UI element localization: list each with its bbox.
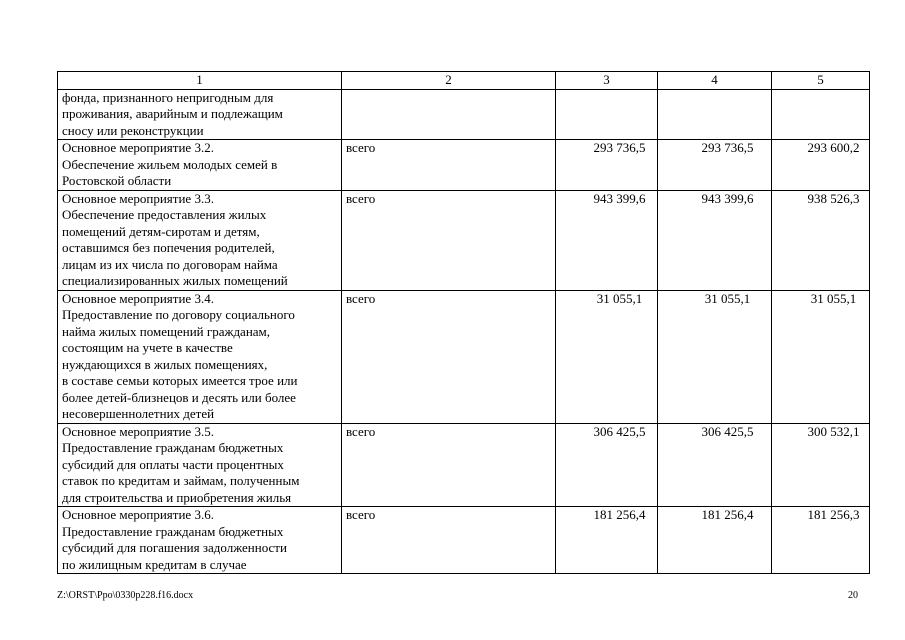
value-col4: 943 399,6 (701, 190, 754, 206)
funding-type: всего (342, 507, 556, 574)
funding-type: всего (342, 290, 556, 423)
value-col4: 306 425,5 (701, 423, 754, 439)
value-col5: 300 532,1 (807, 423, 860, 439)
column-header: 3 (556, 72, 658, 90)
value-col5: 938 526,3 (807, 190, 860, 206)
measure-description: Основное мероприятие 3.4. Предоставление по договору социального найма жилых помещений гражданам, состоящим на учете в качестве нуждающихся в жилых помещениях, в составе семьи которых имеется трое или более детей-близнецов и десять или более несовершеннолетних детей (58, 290, 342, 423)
column-header: 1 (58, 72, 342, 90)
funding-type: всего (342, 423, 556, 507)
value-col3: 943 399,6 (593, 190, 646, 206)
page-number: 20 (848, 590, 858, 601)
measure-description: фонда, признанного непригодным для проживания, аварийным и подлежащим сносу или реконструкции (58, 89, 342, 140)
table-row (58, 140, 870, 191)
table-row (58, 423, 870, 507)
value-col5: 181 256,3 (807, 507, 860, 522)
value-col3: 293 736,5 (593, 140, 646, 155)
value-col5: 293 600,2 (807, 140, 860, 155)
value-col4: 293 736,5 (701, 140, 754, 155)
measure-description: Основное мероприятие 3.2. Обеспечение жильем молодых семей в Ростовской области (58, 140, 342, 191)
measure-description: Основное мероприятие 3.5. Предоставление гражданам бюджетных субсидий для оплаты части процентных ставок по кредитам и займам, полученным для строительства и приобретения жилья (58, 423, 342, 507)
value-col4: 181 256,4 (701, 507, 754, 522)
funding-type (342, 89, 556, 140)
table-row (58, 290, 870, 423)
value-col4: 31 055,1 (704, 290, 751, 306)
measure-description: Основное мероприятие 3.3. Обеспечение предоставления жилых помещений детям-сиротам и детям, оставшимся без попечения родителей, лицам из их числа по договорам найма специализированных жилых помещений (58, 190, 342, 290)
table-header-row (58, 72, 870, 90)
table-row (58, 507, 870, 574)
column-header: 5 (772, 72, 870, 90)
column-header: 4 (658, 72, 772, 90)
value-col3: 306 425,5 (593, 423, 646, 439)
value-col3: 181 256,4 (593, 507, 646, 522)
funding-type: всего (342, 140, 556, 191)
value-col5: 31 055,1 (810, 290, 857, 306)
table-row (58, 190, 870, 290)
table-row (58, 89, 870, 140)
file-path-footer: Z:\ORST\Ppo\0330p228.f16.docx (57, 590, 194, 601)
budget-table (57, 71, 870, 574)
measure-description: Основное мероприятие 3.6. Предоставление гражданам бюджетных субсидий для погашения задолженности по жилищным кредитам в случае (58, 507, 342, 574)
value-col3: 31 055,1 (596, 290, 643, 306)
funding-type: всего (342, 190, 556, 290)
column-header: 2 (342, 72, 556, 90)
